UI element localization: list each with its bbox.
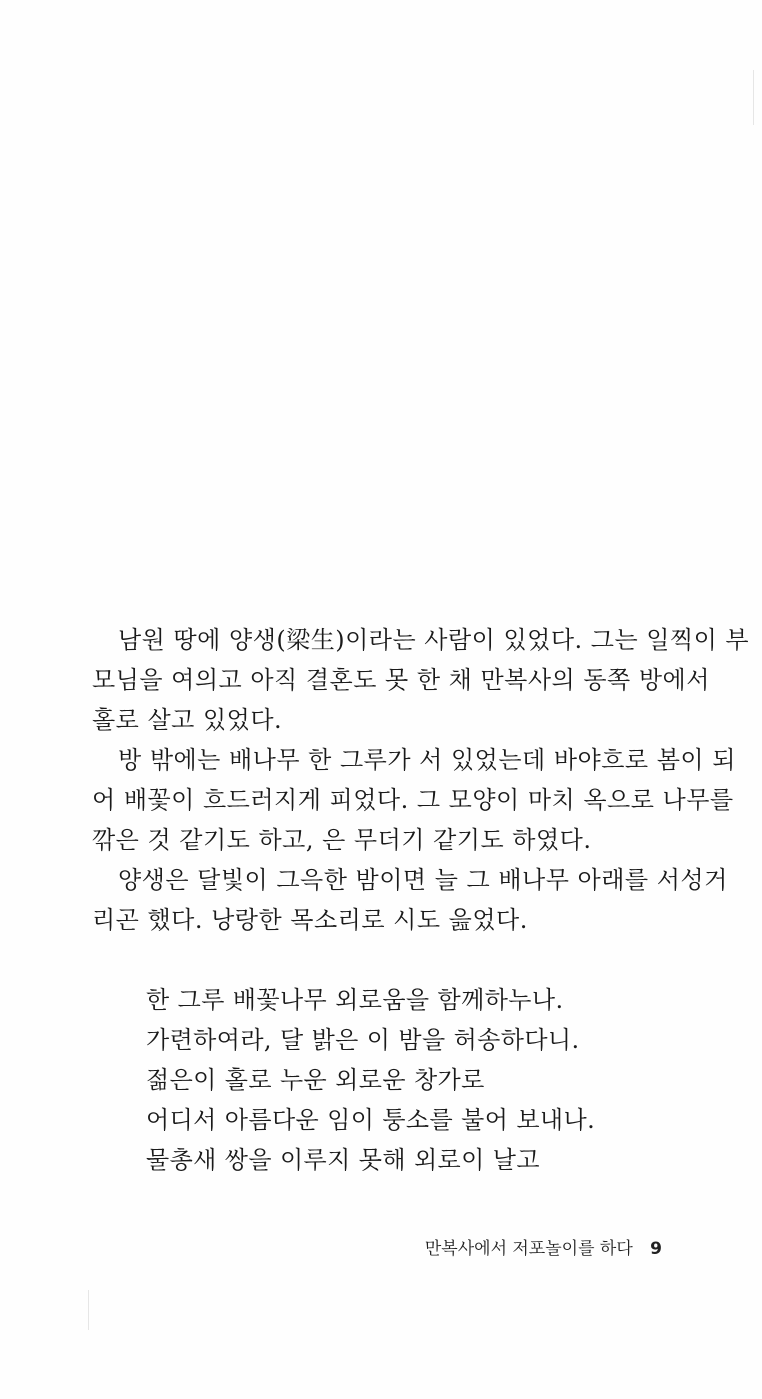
prose-body [92,620,750,940]
poem-line: 가련하여라, 달 밝은 이 밤을 허송하다니. [146,1026,580,1054]
text-line: 방 밖에는 배나무 한 그루가 서 있었는데 바야흐로 봄이 되 [118,746,736,774]
text-line: 양생은 달빛이 그윽한 밤이면 늘 그 배나무 아래를 서성거 [118,866,728,894]
running-title: 만복사에서 저포놀이를 하다 [424,1239,633,1259]
text-line: 어 배꽃이 흐드러지게 피었다. 그 모양이 마치 옥으로 나무를 [92,786,734,814]
text-line: 홀로 살고 있었다. [92,706,283,734]
page-number: 9 [650,1239,662,1259]
text-line: 남원 땅에 양생(梁生)이라는 사람이 있었다. 그는 일찍이 부 [118,626,750,654]
page-edge-mark [88,1290,89,1330]
poem-line: 물총새 쌍을 이루지 못해 외로이 날고 [146,1146,540,1174]
running-footer [425,1234,662,1259]
paragraph [92,860,728,940]
poem-line: 한 그루 배꽃나무 외로움을 함께하누나. [146,986,564,1014]
text-line: 깎은 것 같기도 하고, 은 무더기 같기도 하였다. [92,826,592,854]
paragraph [92,620,750,740]
page-edge-mark [753,70,754,125]
poem-line: 젊은이 홀로 누운 외로운 창가로 [146,1066,485,1094]
text-line: 리곤 했다. 낭랑한 목소리로 시도 읊었다. [92,906,528,934]
poem-block [146,980,595,1180]
poem-line: 어디서 아름다운 임이 퉁소를 불어 보내나. [146,1106,596,1134]
text-line: 모님을 여의고 아직 결혼도 못 한 채 만복사의 동쪽 방에서 [92,666,710,694]
paragraph [92,740,736,860]
